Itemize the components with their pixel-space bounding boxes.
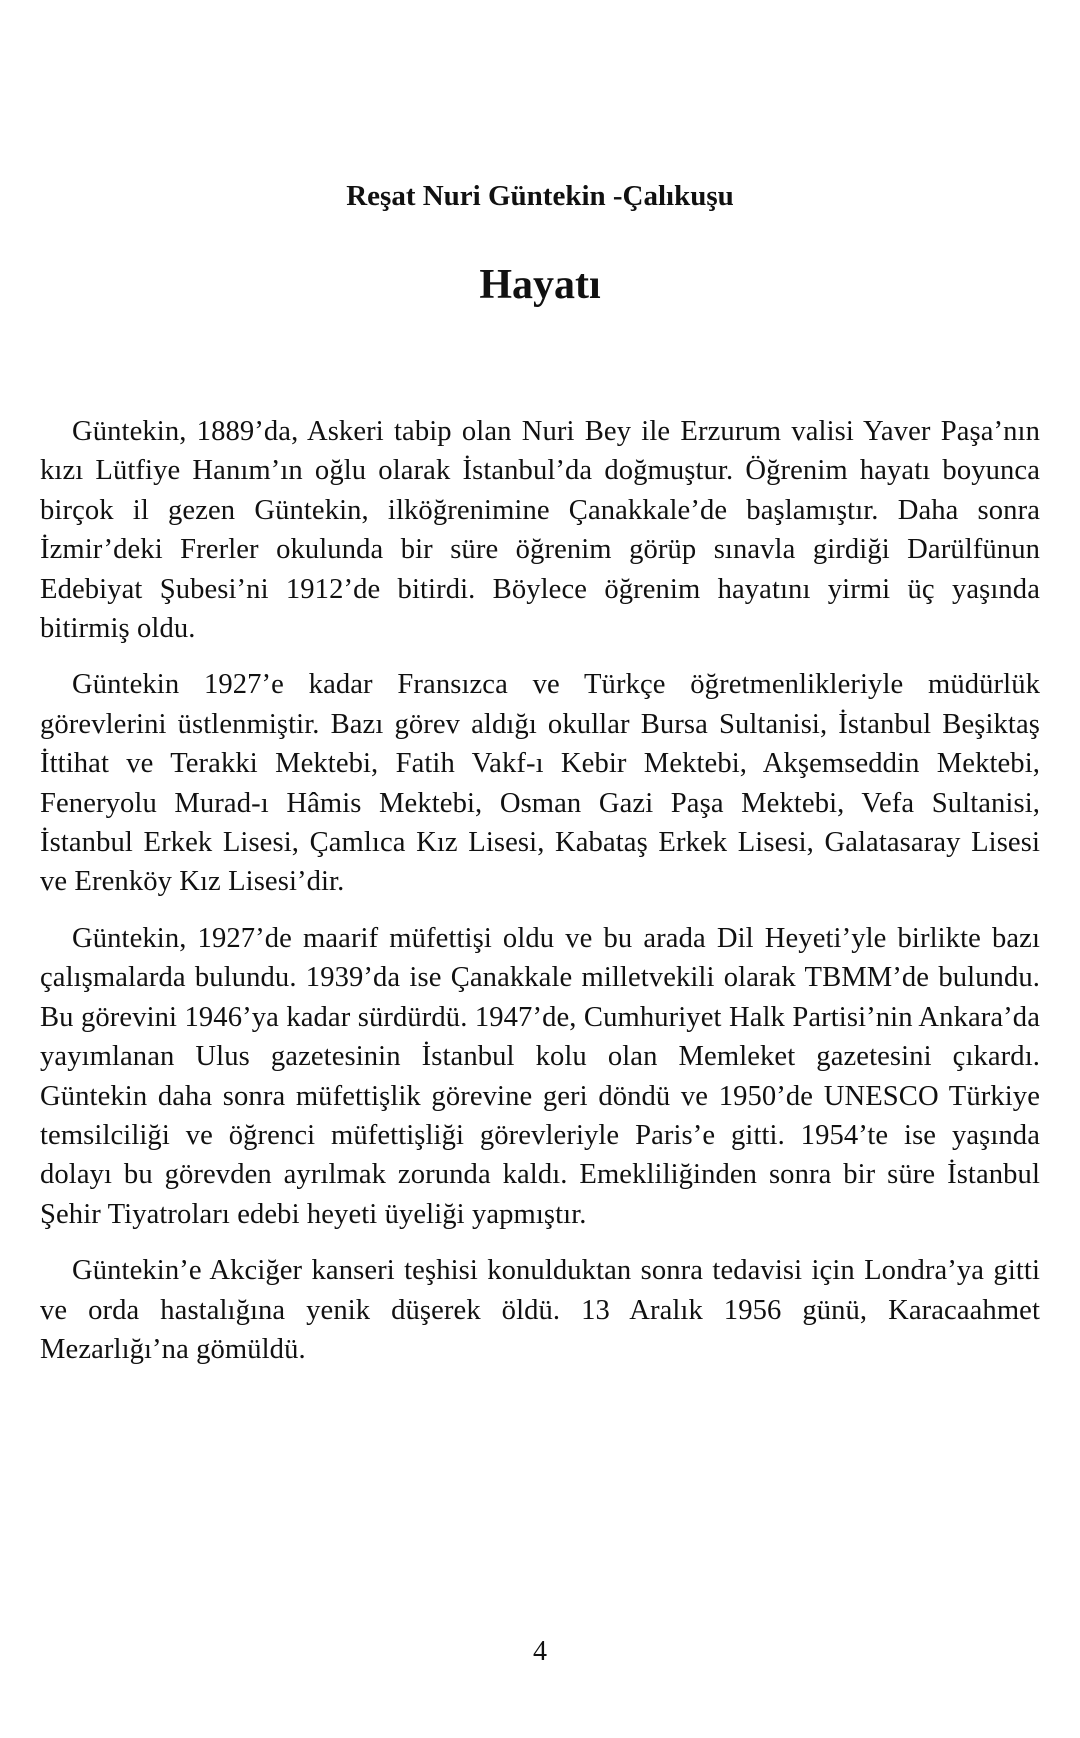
paragraph-later-career: Güntekin, 1927’de maarif müfettişi oldu ve bu arada Dil Heyeti’yle birlikte bazı çalışmalarda bulundu. 1939’da ise Çanakkale milletvekili olarak TBMM’de bulundu. Bu görevini 1946’ya kadar sürdürdü. 1947’de, Cumhuriyet Halk Partisi’nin Ankara’da yayımlanan Ulus gazetesinin İstanbul kolu olan Memleket gazetesini çıkardı. Güntekin daha sonra müfettişlik görevine geri döndü ve 1950’de UNESCO Türkiye temsilciliği ve öğrenci müfettişliği görevleriyle Paris’e gitti. 1954’te ise yaşında dolayı bu görevden ayrılmak zorunda kaldı. Emekliliğinden sonra bir süre İstanbul Şehir Tiyatroları edebi heyeti üyeliği yapmıştır. [40,922,1040,1230]
page-number: 4 [533,1636,547,1667]
paragraph-death: Güntekin’e Akciğer kanseri teşhisi konulduktan sonra tedavisi için Londra’ya gitti ve orda hastalığına yenik düşerek öldü. 13 Aralık 1956 günü, Karacaahmet Mezarlığı’na gömüldü. [40,1255,1040,1365]
paragraph-early-life: Güntekin, 1889’da, Askeri tabip olan Nuri Bey ile Erzurum valisi Yaver Paşa’nın kızı Lütfiye Hanım’ın oğlu olarak İstanbul’da doğmuştur. Öğrenim hayatı boyunca birçok il gezen Güntekin, ilköğrenimine Çanakkale’de başlamıştır. Daha sonra İzmir’deki Frerler okulunda bir süre öğrenim görüp sınavla girdiği Darülfünun Edebiyat Şubesi’ni 1912’de bitirdi. Böylece öğrenim hayatını yirmi üç yaşında bitirmiş oldu. [40,416,1040,645]
chapter-title: Hayatı [479,262,601,308]
body-text [40,412,1040,1386]
paragraph-teaching-career: Güntekin 1927’e kadar Fransızca ve Türkçe öğretmenlikleriyle müdürlük görevlerini üstlenmiştir. Bazı görev aldığı okullar Bursa Sultanisi, İstanbul Beşiktaş İttihat ve Terakki Mektebi, Fatih Vakf-ı Kebir Mektebi, Akşemseddin Mektebi, Feneryolu Murad-ı Hâmis Mektebi, Osman Gazi Paşa Mektebi, Vefa Sultanisi, İstanbul Erkek Lisesi, Çamlıca Kız Lisesi, Kabataş Erkek Lisesi, Galatasaray Lisesi ve Erenköy Kız Lisesi’dir. [40,669,1040,898]
book-title: Reşat Nuri Güntekin -Çalıkuşu [346,180,734,212]
